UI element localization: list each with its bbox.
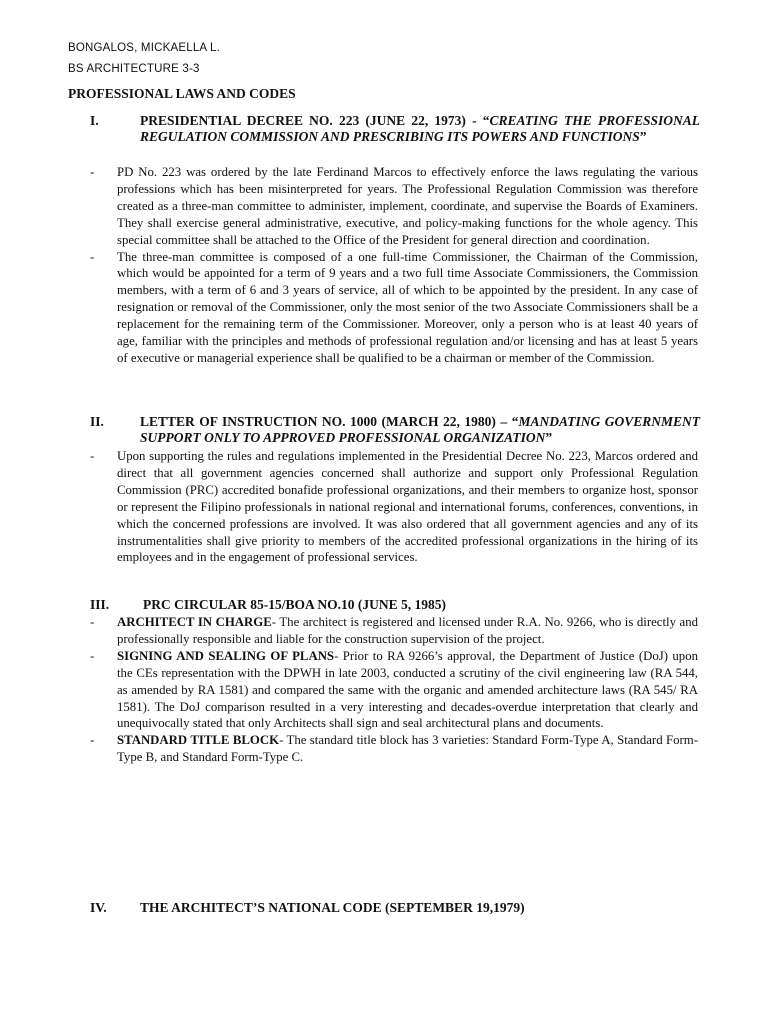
section-3-heading: PRC CIRCULAR 85-15/BOA NO.10 (JUNE 5, 1985) [143,597,446,612]
section-1-bullets [90,164,698,367]
section-2-bullets [90,448,698,566]
author-name: BONGALOS, MICKAELLA L. [68,42,221,54]
list-item: - PD No. 223 was ordered by the late Ferdinand Marcos to effectively enforce the laws regulating the various professions which has been misinterpreted for years. The Professional Regulation Commission was therefore created as a three-man committee to administer, implement, coordinate, and supervise the Boards of Examiners. They shall exercise general administrative, executive, and policy-making functions for the whole agency. This special committee shall be attached to the Office of the President for general direction and coordination. [90,165,698,247]
section-1-heading: PRESIDENTIAL DECREE NO. 223 (JUNE 22, 1973) - “CREATING THE PROFESSIONAL REGULATION COMMISSION AND PRESCRIBING ITS POWERS AND FUNCTIONS” [140,113,700,144]
list-item: - ARCHITECT IN CHARGE- The architect is registered and licensed under R.A. No. 9266, who is directly and professionally responsible and liable for the construction supervision of the project. [90,615,699,646]
section-3-numeral: III. [90,597,110,612]
section-2-numeral: II. [90,414,104,429]
list-item: - SIGNING AND SEALING OF PLANS- Prior to RA 9266’s approval, the Department of Justice (DoJ) upon the CEs representation with the DPWH in late 2003, conducted a scrutiny of the civil engineering law (RA 544, as amended by RA 1581) and compared the same with the organic and amended architecture laws (RA 545/ RA 1581). The DoJ comparison resulted in a very interesting and decades-overdue interpretation that clearly and unequivocally stated that only Architects shall sign and seal architectural plans and documents. [90,648,699,731]
section-3-bullets [90,614,698,766]
section-4-numeral: IV. [90,900,107,915]
list-item: - The three-man committee is composed of a one full-time Commissioner, the Chairman of the Commission, which would be appointed for a term of 9 years and a two full time Associate Commissioners, the Commission members, with a term of 6 and 3 years of service, all of which to be appointed by the president. In any case of resignation or removal of the Commissioner, only the most senior of the two Associate Commissioners shall be a replacement for the remaining term of the Commissioner. Moreover, only a person who is at least 40 years of age, familiar with the principles and methods of professional regulation and/or licensing and has at least 5 years of executive or managerial experience shall be qualified to be a chairman or member of the Commission. [90,249,698,365]
document-title: PROFESSIONAL LAWS AND CODES [68,86,296,101]
section-1-numeral: I. [90,113,99,128]
course-section: BS ARCHITECTURE 3-3 [68,63,200,75]
section-4-heading: THE ARCHITECT’S NATIONAL CODE (SEPTEMBER 19,1979) [140,900,525,915]
section-2-heading: LETTER OF INSTRUCTION NO. 1000 (MARCH 22, 1980) – “MANDATING GOVERNMENT SUPPORT ONLY TO APPROVED PROFESSIONAL ORGANIZATION” [140,414,701,445]
list-item: - Upon supporting the rules and regulations implemented in the Presidential Decree No. 223, Marcos ordered and direct that all government agencies concerned shall authorize and support only Professional Regulation Commission (PRC) accredited bonafide professional organizations, and their members to organize host, sponsor or represent the Filipino professionals in national regional and international forums, conferences, conventions, in which the concerned professions are involved. It was also ordered that all government agencies and any of its instrumentalities shall give priority to members of the accredited professional organizations in the hiring of its employees and in the engagement of professional services. [90,449,698,565]
list-item: - STANDARD TITLE BLOCK- The standard title block has 3 varieties: Standard Form-Type A, Standard Form-Type B, and Standard Form-Type C. [90,733,698,765]
